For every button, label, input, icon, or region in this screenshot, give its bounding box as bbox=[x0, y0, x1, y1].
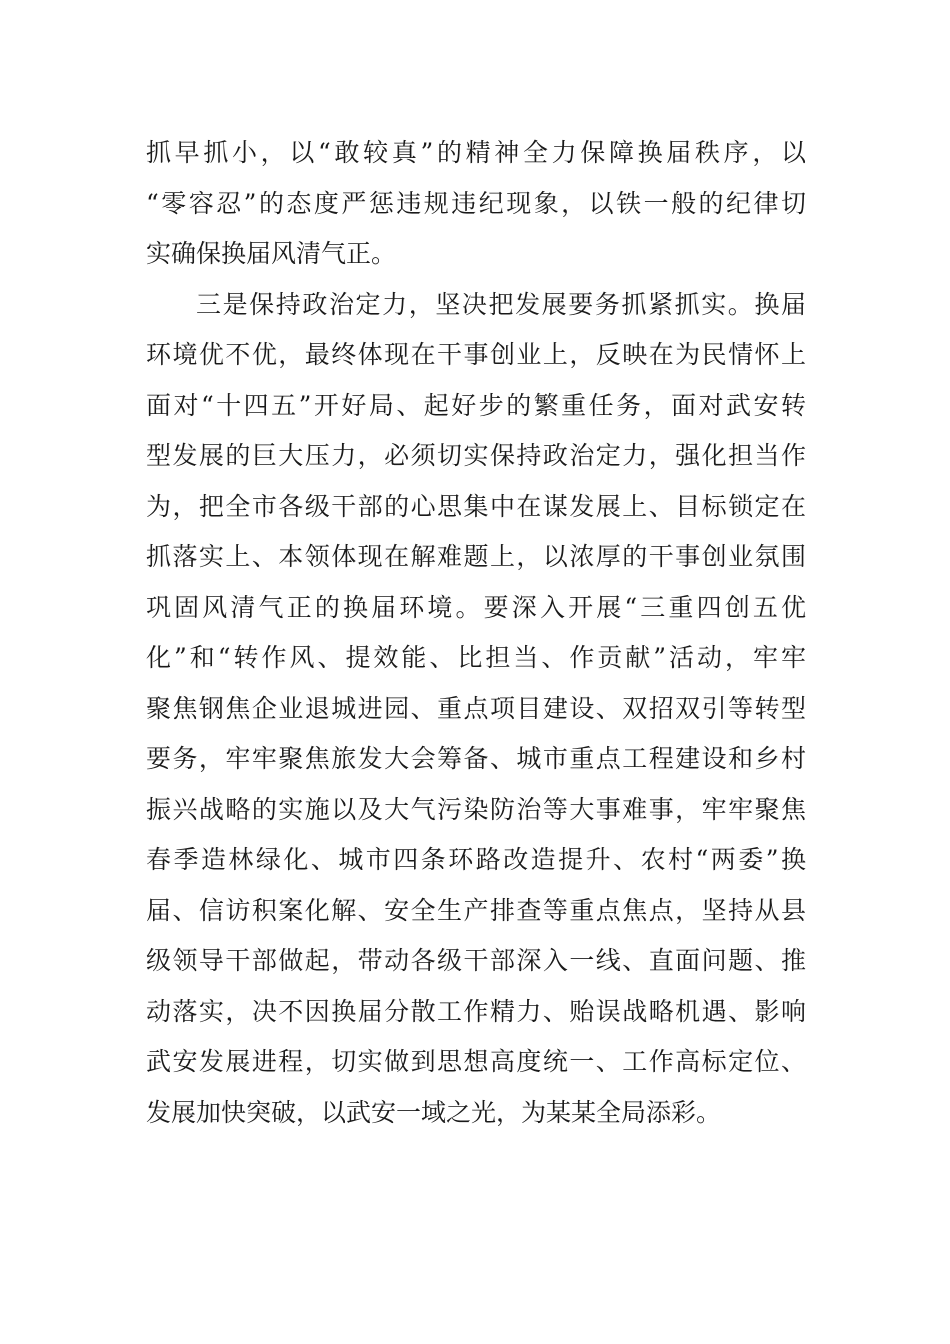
text-line: 发展加快突破，以武安一域之光，为某某全局添彩。 bbox=[146, 1097, 722, 1127]
paragraph-1 bbox=[146, 128, 806, 280]
text-line: 实确保换届风清气正。 bbox=[146, 239, 397, 268]
text-line: 武安发展进程，切实做到思想高度统一、工作高标定位、 bbox=[146, 1047, 806, 1076]
text-line: 为，把全市各级干部的心思集中在谋发展上、目标锁定在 bbox=[146, 491, 806, 521]
text-line: 振兴战略的实施以及大气污染防治等大事难事，牢牢聚焦 bbox=[146, 794, 806, 824]
text-line: 三是保持政治定力，坚决把发展要务抓紧抓实。换届 bbox=[196, 289, 806, 319]
text-line: 届、信访积案化解、安全生产排查等重点焦点，坚持从县 bbox=[146, 895, 806, 925]
text-line: 聚焦钢焦企业退城进园、重点项目建设、双招双引等转型 bbox=[146, 693, 806, 723]
text-line: 环境优不优，最终体现在干事创业上，反映在为民情怀上 bbox=[146, 340, 806, 369]
text-line: “零容忍”的态度严惩违规违纪现象，以铁一般的纪律切 bbox=[146, 188, 806, 218]
text-line: 要务，牢牢聚焦旅发大会筹备、城市重点工程建设和乡村 bbox=[146, 744, 806, 773]
text-line: 面对“十四五”开好局、起好步的繁重任务，面对武安转 bbox=[146, 390, 806, 420]
paragraph-2 bbox=[146, 280, 806, 1139]
text-line: 动落实，决不因换届分散工作精力、贻误战略机遇、影响 bbox=[146, 996, 806, 1026]
text-line: 级领导干部做起，带动各级干部深入一线、直面问题、推 bbox=[146, 946, 806, 975]
text-line: 型发展的巨大压力，必须切实保持政治定力，强化担当作 bbox=[146, 441, 806, 470]
text-line: 抓早抓小，以“敢较真”的精神全力保障换届秩序，以 bbox=[146, 138, 806, 167]
text-line: 春季造林绿化、城市四条环路改造提升、农村“两委”换 bbox=[146, 845, 806, 874]
text-line: 抓落实上、本领体现在解难题上，以浓厚的干事创业氛围 bbox=[146, 542, 806, 571]
text-line: 化”和“转作风、提效能、比担当、作贡献”活动，牢牢 bbox=[146, 643, 806, 672]
body-text bbox=[146, 128, 806, 1138]
text-line: 巩固风清气正的换届环境。要深入开展“三重四创五优 bbox=[146, 592, 806, 622]
